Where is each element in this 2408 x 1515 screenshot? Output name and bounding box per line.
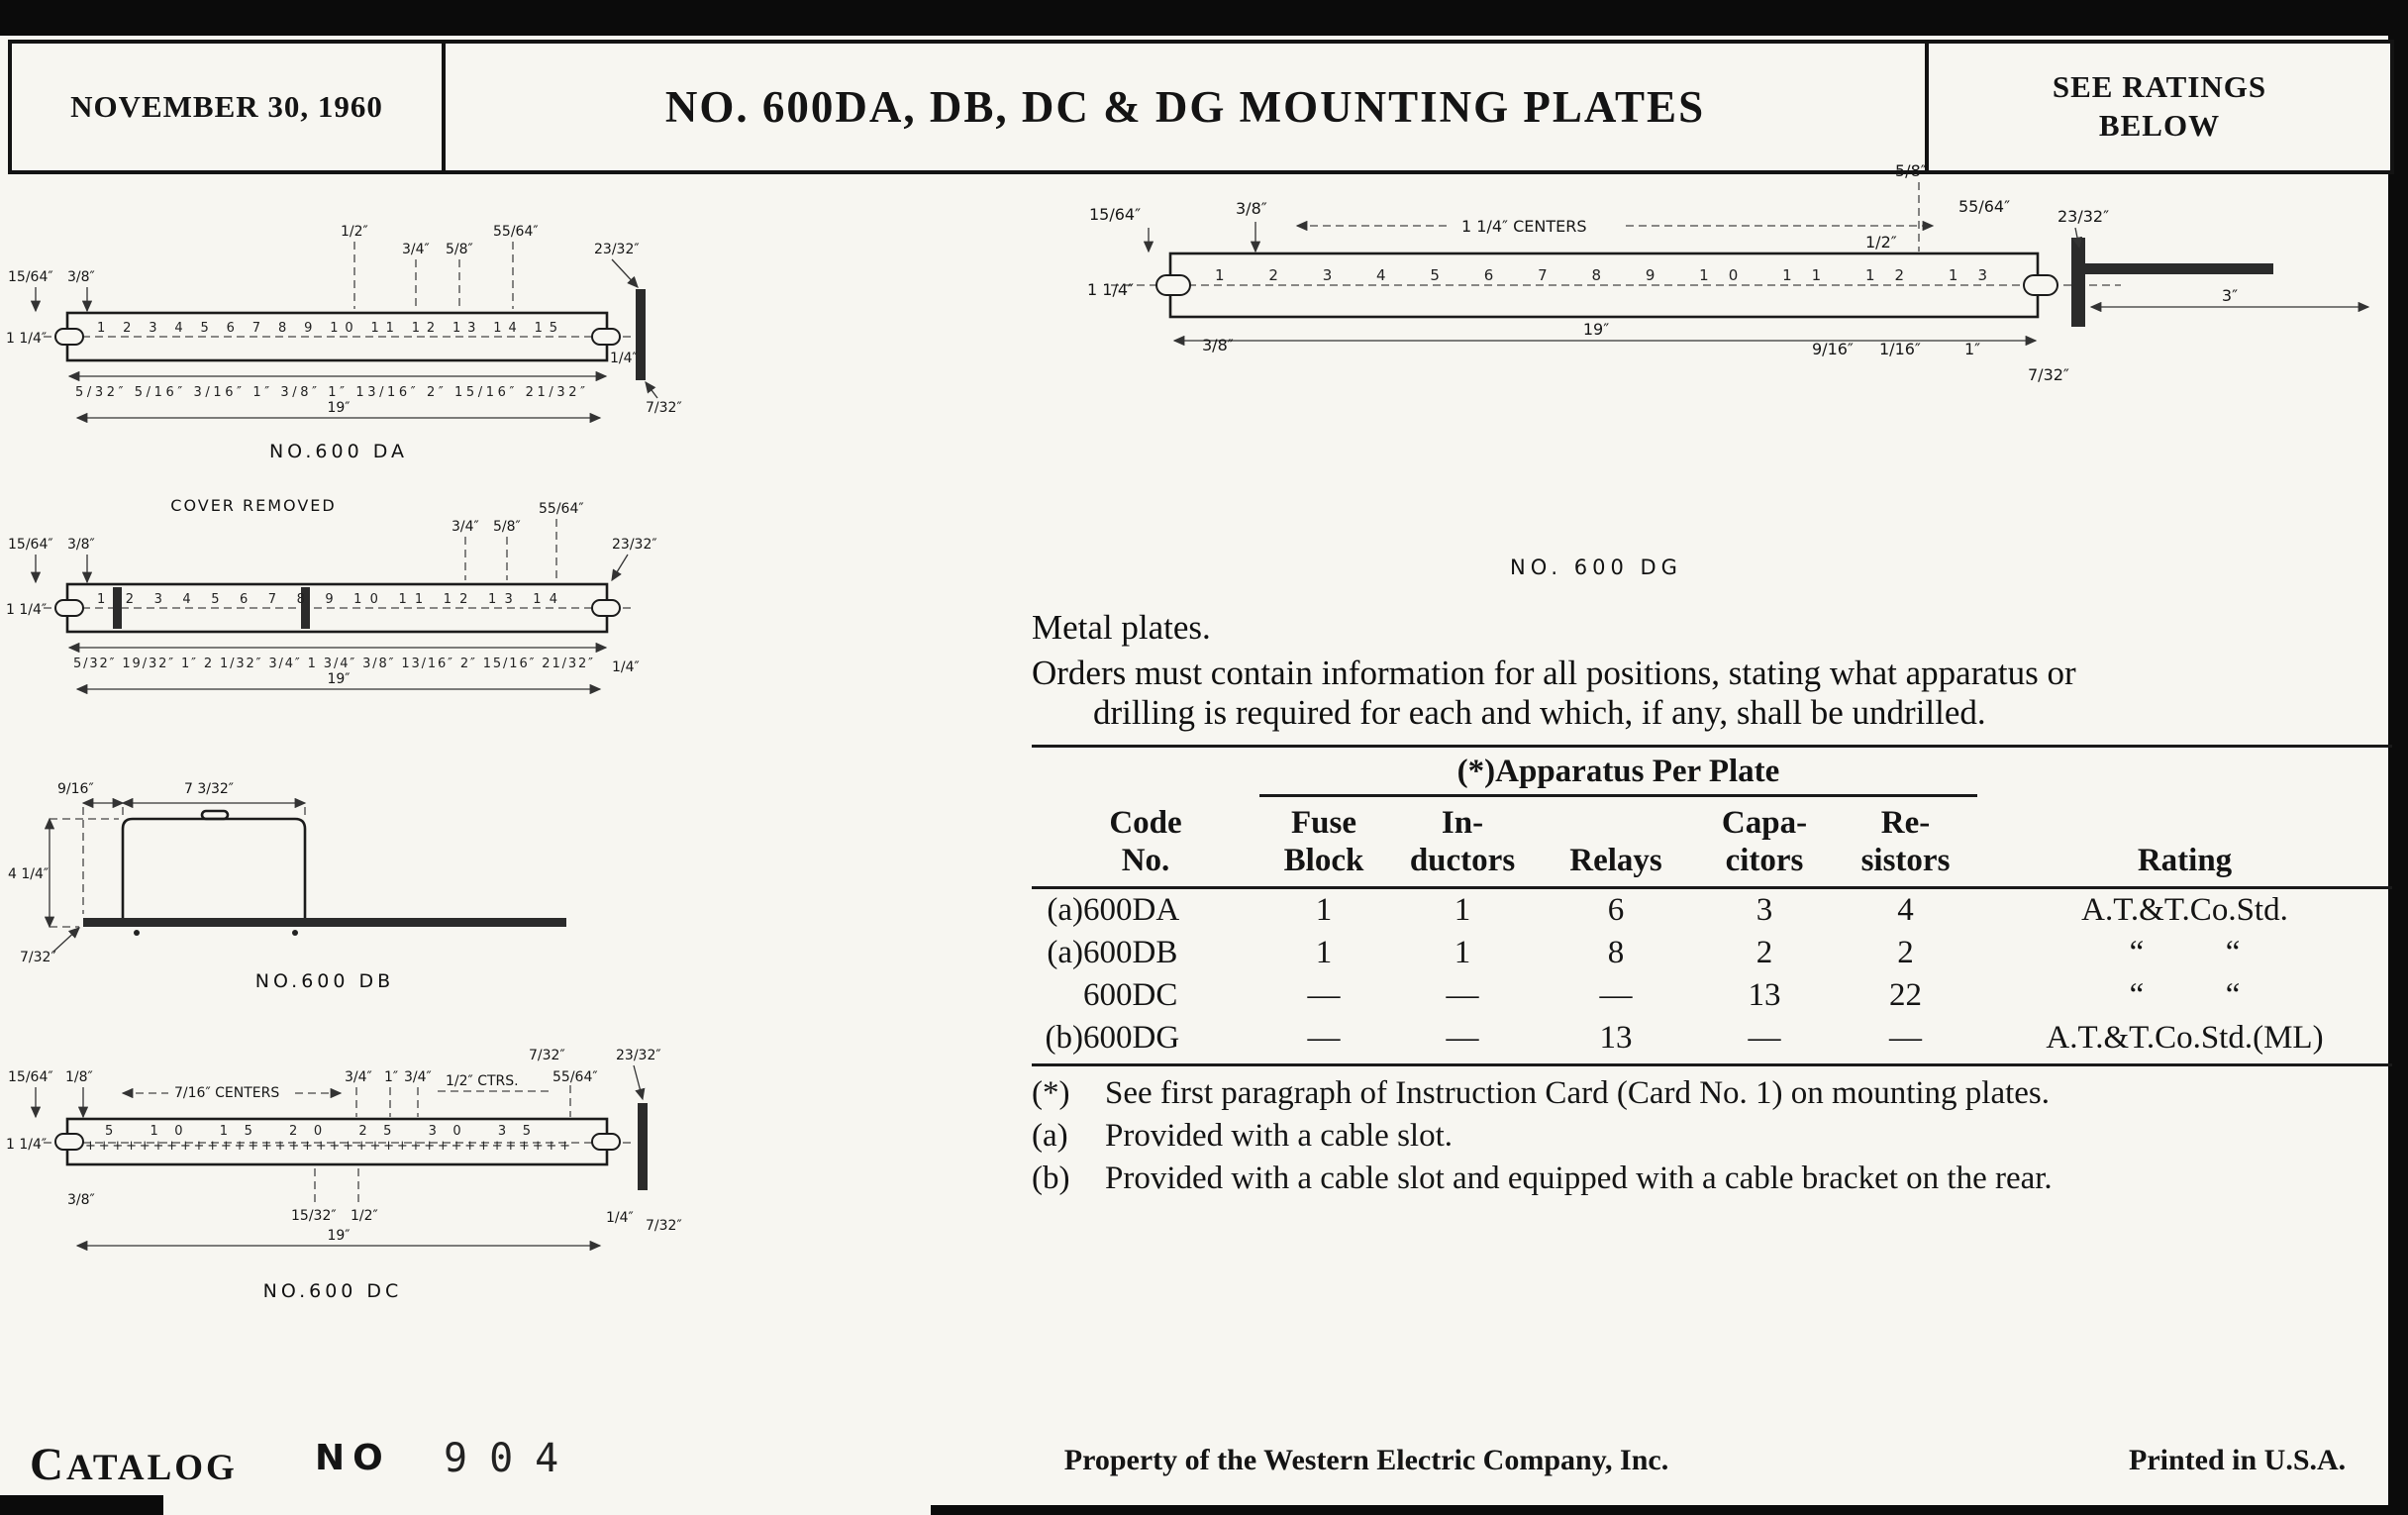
dim-label: 4 1/4″ (8, 866, 50, 882)
dim-label: 19″ (327, 400, 351, 416)
dim-label: 3/8″ (67, 537, 95, 553)
row-relays: — (1599, 976, 1633, 1013)
metal-plates-note: Metal plates. (1032, 608, 1211, 647)
dim-label: 5/8″ (493, 519, 521, 535)
dim-label: 3/8″ (1236, 199, 1267, 218)
scan-edge-bottom-right (931, 1505, 2408, 1515)
page-title: NO. 600DA, DB, DC & DG MOUNTING PLATES (664, 82, 1706, 132)
row-prefix: (a) (1047, 934, 1083, 970)
footnote (1032, 1118, 2053, 1155)
dim-label: 7/32″ (2028, 365, 2069, 384)
drawing-600dc (6, 1008, 689, 1305)
dim-label: 1 1/4″ (6, 331, 48, 347)
dim-label: 15/64″ (8, 1069, 53, 1085)
col-header-inductors: In- ductors (1409, 805, 1516, 878)
dim-label: 7/32″ (20, 950, 56, 965)
row-resistors: — (1889, 1019, 1922, 1056)
dim-label: 7/16″ CENTERS (174, 1085, 280, 1101)
row-prefix: (a) (1047, 891, 1083, 928)
db-side-dimension-lines (50, 803, 305, 952)
dim-label: 1/4″ (610, 351, 638, 366)
row-fuse: 1 (1315, 891, 1333, 928)
row-relays: 13 (1599, 1019, 1633, 1056)
dim-label: 55/64″ (552, 1069, 598, 1085)
col-header-rating: Rating (2137, 842, 2233, 878)
row-capacitors: 3 (1756, 891, 1773, 928)
table-row (1032, 932, 2392, 974)
dim-label: 9/16″ (1812, 340, 1854, 358)
table-row (1032, 889, 2392, 932)
row-rating: “ “ (2129, 976, 2241, 1013)
dim-label: 1/8″ (65, 1069, 93, 1085)
table-row (1032, 1017, 2392, 1060)
dim-label: 1/2″ (1865, 233, 1897, 252)
drawing-label-600da: NO.600 DA (268, 441, 409, 462)
dim-label: 1″ (1964, 340, 1981, 358)
row-inductors: — (1446, 1019, 1479, 1056)
db-side-shape (83, 811, 566, 936)
footnote-text: Provided with a cable slot and equipped with a cable bracket on the rear. (1105, 1161, 2053, 1196)
apparatus-per-plate-header: (*)Apparatus Per Plate (1259, 748, 1977, 797)
footnote-text: Provided with a cable slot. (1105, 1118, 1454, 1154)
row-rating: A.T.&T.Co.Std. (2081, 891, 2288, 928)
footnote-marker: (b) (1032, 1161, 1070, 1196)
row-capacitors: 13 (1748, 976, 1781, 1013)
dim-label: 23/32″ (594, 242, 640, 257)
drawing-600db-side (6, 708, 689, 1000)
dim-label: 7/32″ (646, 1218, 682, 1234)
row-inductors: — (1446, 976, 1479, 1013)
dim-label: 7/32″ (646, 400, 682, 416)
footnote (1032, 1075, 2053, 1112)
row-inductors: 1 (1454, 891, 1471, 928)
drawing-label-600db: NO.600 DB (254, 970, 395, 992)
da-position-numbers: 1 2 3 4 5 6 7 8 9 10 11 12 13 14 15 (97, 321, 557, 336)
col-header-capacitors: Capa- citors (1721, 805, 1808, 878)
dim-label: 5/8″ (1895, 161, 1927, 180)
orders-note-line2: drilling is required for each and which, if any, shall be undrilled. (1093, 693, 1986, 732)
dim-label: 15/32″ (291, 1208, 337, 1224)
printed-in-usa: Printed in U.S.A. (2129, 1444, 2347, 1476)
scan-edge-top (0, 0, 2408, 36)
dim-label: 55/64″ (493, 224, 539, 240)
dim-label: 15/64″ (8, 269, 53, 285)
row-code: 600DC (1083, 976, 1178, 1013)
dim-label: 1/2″ CTRS. (446, 1073, 519, 1089)
dim-label: 1/2″ (351, 1208, 378, 1224)
row-rating: “ “ (2129, 934, 2241, 970)
row-rating: A.T.&T.Co.Std.(ML) (2046, 1019, 2324, 1056)
db-position-numbers: 1 2 3 4 5 6 7 8 9 10 11 12 13 14 (97, 592, 557, 607)
dim-label: 15/64″ (1089, 205, 1142, 224)
drawing-label-600dg: NO. 600 DG (1510, 556, 1682, 579)
dim-label: 3/4″ (404, 1069, 432, 1085)
dim-label: 7/32″ (529, 1048, 565, 1063)
dim-label: 1 1/4″ (6, 602, 48, 618)
dim-label: 5/8″ (446, 242, 473, 257)
row-fuse: — (1307, 1019, 1341, 1056)
dim-label: 1/4″ (606, 1210, 634, 1226)
row-relays: 8 (1607, 934, 1625, 970)
dim-label: 1/4″ (612, 659, 640, 675)
footnotes (1032, 1075, 2053, 1203)
row-resistors: 2 (1897, 934, 1914, 970)
col-header-fuse-block: Fuse Block (1283, 805, 1364, 878)
see-ratings-note: SEE RATINGS BELOW (2052, 69, 2267, 143)
row-capacitors: — (1748, 1019, 1781, 1056)
dim-label: 9/16″ (57, 781, 94, 797)
dim-label: 3″ (2221, 286, 2239, 305)
header-title-cell (446, 44, 1925, 170)
table-header-row (1032, 797, 2392, 886)
scan-edge-bottom-left (0, 1495, 163, 1515)
dim-label: 19″ (327, 1228, 351, 1244)
dg-plate-shape (1111, 238, 2273, 327)
dim-label: 19″ (1582, 320, 1610, 339)
dim-label: 3/8″ (1202, 336, 1234, 354)
dim-label: 1 1/4″ CENTERS (1461, 217, 1587, 236)
dc-tick-marks: ++++++++++++++++++++++++++++++++++++ (85, 1139, 570, 1154)
orders-note-line1: Orders must contain information for all positions, stating what apparatus or (1032, 654, 2076, 692)
row-resistors: 4 (1897, 891, 1914, 928)
dim-label: 23/32″ (612, 537, 657, 553)
dim-label: 3/8″ (67, 269, 95, 285)
footnote-marker: (*) (1032, 1075, 1070, 1111)
footnote-text: See first paragraph of Instruction Card (Card No. 1) on mounting plates. (1105, 1075, 2051, 1111)
table-row (1032, 974, 2392, 1017)
dim-label: 55/64″ (1958, 197, 2011, 216)
dim-label: 7 3/32″ (184, 781, 235, 797)
catalog-label: CATALOG (30, 1439, 238, 1490)
dim-label: 1/16″ (1879, 340, 1921, 358)
footnote-marker: (a) (1032, 1118, 1068, 1154)
header-date-cell (12, 44, 446, 170)
drawing-label-600dc: NO.600 DC (262, 1280, 403, 1302)
da-bottom-dims: 5/32″ 5/16″ 3/16″ 1″ 3/8″ 1″ 13/16″ 2″ 15/16″ 21/32″ (75, 385, 585, 400)
dg-position-numbers: 1 2 3 4 5 6 7 8 9 10 11 12 13 (1215, 266, 1987, 284)
cover-removed-note: COVER REMOVED (170, 496, 337, 515)
drawing-600db-plan (6, 487, 689, 700)
dim-label: 3/8″ (67, 1192, 95, 1208)
dim-label: 3/4″ (345, 1069, 372, 1085)
catalog-no-label: NO (315, 1438, 391, 1478)
footnote (1032, 1161, 2053, 1197)
catalog-number: 904 (444, 1436, 581, 1481)
col-header-code: Code No. (1109, 805, 1182, 878)
row-code: 600DG (1083, 1019, 1180, 1056)
header-rating-cell (1925, 44, 2390, 170)
header-box (8, 40, 2394, 174)
db-bottom-dims: 5/32″ 19/32″ 1″ 2 1/32″ 3/4″ 1 3/4″ 3/8″ 13/16″ 2″ 15/16″ 21/32″ (73, 656, 594, 671)
drawing-600da (6, 178, 689, 465)
dim-label: 19″ (327, 671, 351, 687)
drawing-600dg (1042, 156, 2408, 602)
dim-label: 1 1/4″ (1087, 280, 1134, 299)
row-inductors: 1 (1454, 934, 1471, 970)
dim-label: 3/4″ (402, 242, 430, 257)
row-fuse: 1 (1315, 934, 1333, 970)
dim-label: 1″ (384, 1069, 399, 1085)
row-fuse: — (1307, 976, 1341, 1013)
dim-label: 23/32″ (2057, 207, 2110, 226)
col-header-relays: Relays (1569, 842, 1662, 878)
row-resistors: 22 (1889, 976, 1922, 1013)
dim-label: 3/4″ (452, 519, 479, 535)
dim-label: 1 1/4″ (6, 1137, 48, 1153)
row-code: 600DA (1083, 891, 1180, 928)
dim-label: 23/32″ (616, 1048, 661, 1063)
col-header-resistors: Re- sistors (1860, 805, 1951, 878)
property-notice: Property of the Western Electric Company, Inc. (1063, 1444, 1669, 1476)
dc-dimension-lines (36, 1065, 643, 1246)
table-group-header-row (1032, 748, 2392, 797)
row-code: 600DB (1083, 934, 1178, 970)
row-prefix: (b) (1045, 1019, 1083, 1056)
dim-label: 55/64″ (539, 501, 584, 517)
dim-label: 15/64″ (8, 537, 53, 553)
dc-position-numbers: 5 10 15 20 25 30 35 (105, 1124, 531, 1139)
dim-label: 1/2″ (341, 224, 368, 240)
row-relays: 6 (1607, 891, 1625, 928)
ratings-table (1032, 745, 2392, 1066)
row-capacitors: 2 (1756, 934, 1773, 970)
issue-date: NOVEMBER 30, 1960 (70, 89, 383, 124)
table-bottom-rule (1032, 1063, 2392, 1066)
